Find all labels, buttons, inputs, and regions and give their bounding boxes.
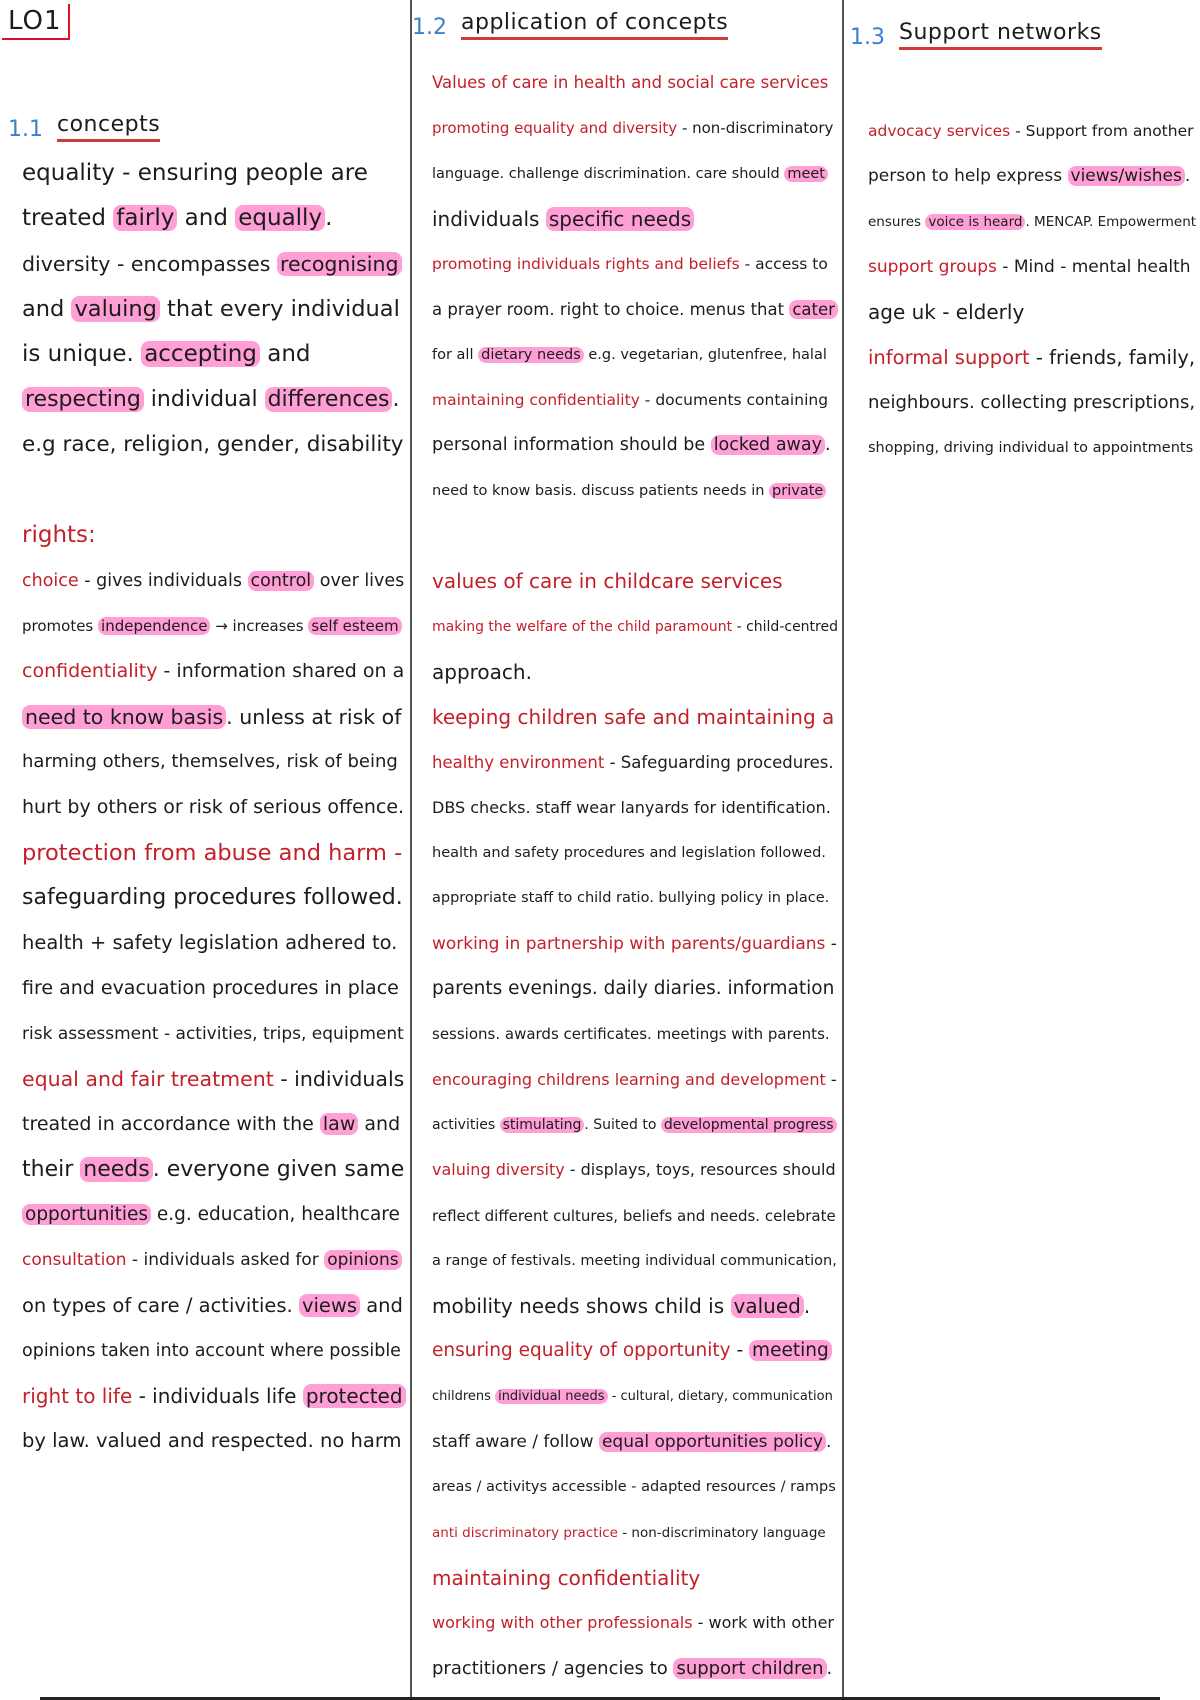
red-heading: values of care in childcare services	[432, 569, 783, 594]
note-text: .	[824, 435, 831, 456]
note-text: .	[826, 1657, 833, 1679]
note-line	[22, 747, 398, 777]
highlighted-term: fairly	[113, 205, 177, 231]
note-text: → increases	[210, 617, 309, 635]
note-text: need to know basis. discuss patients needs in	[432, 482, 770, 499]
section-header	[412, 10, 728, 40]
highlighted-term: needs	[80, 1157, 152, 1182]
note-line	[22, 1426, 402, 1456]
section-title: application of concepts	[461, 10, 728, 40]
note-text: opinions taken into account where possible	[22, 1340, 401, 1361]
note-line	[22, 158, 368, 188]
note-text: language. challenge discrimination. care should	[432, 165, 785, 182]
red-heading: working in partnership with parents/guardians	[432, 933, 826, 954]
highlighted-term: self esteem	[308, 617, 401, 635]
red-heading: consultation	[22, 1250, 127, 1271]
note-text: on types of care / activities.	[22, 1293, 299, 1317]
note-line	[22, 385, 399, 415]
note-line	[22, 1336, 401, 1366]
note-text: hurt by others or risk of serious offence.	[22, 796, 405, 819]
note-line	[432, 1608, 834, 1638]
note-text: - information shared on a	[157, 660, 405, 683]
note-line	[432, 612, 838, 642]
red-heading: equal and fair treatment	[22, 1067, 274, 1091]
note-line	[22, 973, 399, 1003]
note-line	[432, 1427, 831, 1457]
note-line	[432, 1382, 833, 1412]
note-line	[22, 430, 404, 460]
note-line	[22, 1064, 404, 1094]
note-text: e.g. education, healthcare	[151, 1203, 400, 1225]
red-heading: healthy environment	[432, 752, 605, 772]
red-heading: maintaining confidentiality	[432, 391, 640, 410]
highlighted-term: independence	[98, 617, 210, 635]
note-line	[432, 385, 828, 415]
note-text: age uk - elderly	[868, 300, 1025, 325]
note-text: and	[259, 341, 311, 368]
red-heading: keeping children safe and maintaining a	[432, 705, 835, 730]
note-text: equality - ensuring people are	[22, 160, 368, 186]
red-heading: encouraging childrens learning and development	[432, 1069, 826, 1089]
note-text: treated	[22, 205, 114, 232]
note-line	[22, 294, 400, 324]
note-text: childrens	[432, 1388, 496, 1404]
highlighted-term: stimulating	[500, 1117, 585, 1133]
note-line	[432, 1110, 837, 1140]
highlighted-term: opportunities	[22, 1204, 151, 1225]
note-line	[868, 161, 1190, 191]
red-heading: working with other professionals	[432, 1613, 693, 1633]
note-line	[432, 295, 838, 325]
note-line	[432, 113, 833, 143]
note-line	[22, 1381, 406, 1411]
note-line	[432, 1065, 837, 1095]
note-text: - individuals asked for	[126, 1250, 325, 1271]
highlighted-term: meeting	[749, 1340, 832, 1361]
note-line	[22, 339, 311, 369]
note-text: health + safety legislation adhered to.	[22, 931, 398, 955]
note-line	[868, 116, 1194, 146]
note-line	[868, 433, 1193, 463]
note-text: staff aware / follow	[432, 1432, 599, 1452]
note-text: promotes	[22, 617, 99, 635]
highlighted-term: developmental progress	[661, 1117, 837, 1133]
note-line	[432, 204, 694, 234]
red-heading: support groups	[868, 256, 997, 277]
red-heading: maintaining confidentiality	[432, 1565, 701, 1590]
note-line	[868, 388, 1195, 418]
note-text: by law. valued and respected. no harm	[22, 1429, 402, 1453]
note-line	[432, 249, 828, 279]
note-line	[432, 1201, 836, 1231]
note-line	[868, 343, 1195, 373]
highlighted-term: support children	[673, 1658, 826, 1679]
note-text: - individuals	[273, 1067, 405, 1091]
note-line	[432, 1518, 826, 1548]
note-line	[22, 928, 397, 958]
note-line	[22, 1155, 404, 1185]
note-line	[22, 1019, 404, 1049]
highlighted-term: voice is heard	[925, 214, 1025, 230]
note-line	[432, 1336, 832, 1366]
note-line	[432, 1246, 837, 1276]
note-text: - gives individuals	[78, 570, 248, 591]
note-line	[22, 249, 402, 279]
note-text: . unless at risk of	[226, 704, 402, 729]
note-text: mobility needs shows child is	[432, 1294, 731, 1319]
section-number: 1.1	[8, 117, 43, 142]
note-text: areas / activitys accessible - adapted resources / ramps	[432, 1479, 836, 1496]
note-text: - Support from another	[1010, 122, 1194, 140]
highlighted-term: need to know basis	[22, 705, 226, 729]
highlighted-term: protected	[303, 1384, 406, 1408]
highlighted-term: valuing	[71, 296, 159, 322]
application-column	[412, 0, 842, 1700]
note-line	[22, 566, 404, 596]
note-text: - documents containing	[639, 391, 829, 410]
note-line	[432, 974, 834, 1004]
note-line	[22, 656, 404, 686]
note-line	[22, 702, 401, 732]
section-title: concepts	[57, 112, 160, 142]
note-text: that every individual	[159, 295, 400, 322]
highlighted-term: individual needs	[495, 1389, 607, 1404]
note-line	[432, 430, 831, 460]
note-line	[432, 929, 837, 959]
note-text: - child-centred	[732, 618, 838, 635]
note-text: - non-discriminatory	[677, 119, 834, 138]
note-text: individuals	[432, 206, 546, 231]
note-text: DBS checks. staff wear lanyards for identification.	[432, 797, 831, 817]
note-line	[22, 1200, 400, 1230]
note-line	[22, 203, 332, 233]
note-text: .	[325, 205, 333, 232]
note-line	[432, 838, 826, 868]
note-line	[432, 340, 827, 370]
highlighted-term: equally	[235, 205, 325, 231]
note-line	[432, 1472, 836, 1502]
highlighted-term: respecting	[22, 387, 144, 412]
note-line	[432, 159, 828, 189]
note-text: harming others, themselves, risk of being	[22, 750, 398, 772]
red-heading: choice	[22, 570, 79, 591]
red-heading: promoting equality and diversity	[432, 119, 678, 138]
highlighted-term: views	[299, 1294, 360, 1317]
note-text: .	[803, 1294, 811, 1319]
note-text: activities	[432, 1116, 500, 1133]
note-line	[868, 252, 1191, 282]
highlighted-term: dietary needs	[478, 347, 584, 363]
note-line	[22, 1245, 402, 1275]
highlighted-term: views/wishes	[1068, 166, 1185, 186]
note-text: individual	[143, 386, 265, 412]
note-line	[22, 838, 402, 868]
highlighted-term: specific needs	[546, 207, 694, 231]
note-line	[432, 566, 783, 596]
red-heading: confidentiality	[22, 660, 158, 683]
red-heading: rights:	[22, 522, 96, 549]
note-text: - Mind - mental health	[996, 256, 1191, 277]
note-text: for all	[432, 346, 479, 363]
note-text: neighbours. collecting prescriptions,	[868, 391, 1196, 413]
note-text: is unique.	[22, 341, 142, 368]
highlighted-term: control	[248, 571, 315, 591]
highlighted-term: accepting	[141, 341, 260, 367]
section-title: Support networks	[899, 20, 1102, 50]
section-header	[8, 112, 160, 142]
note-text: e.g. vegetarian, glutenfree, halal	[583, 346, 827, 363]
note-text: fire and evacuation procedures in place	[22, 977, 399, 1000]
note-line	[22, 792, 404, 822]
note-text: reflect different cultures, beliefs and needs. celebrate	[432, 1206, 836, 1225]
note-text: -	[825, 1069, 837, 1089]
note-text: -	[730, 1340, 750, 1362]
note-line	[22, 1291, 403, 1321]
lo-label: LO1	[2, 4, 70, 40]
concepts-column	[0, 0, 410, 1700]
note-text: .	[1184, 166, 1191, 187]
note-text: health and safety procedures and legislation followed.	[432, 845, 826, 862]
note-text: diversity - encompasses	[22, 251, 277, 276]
note-text: a prayer room. right to choice. menus that	[432, 299, 790, 319]
note-text: over lives	[314, 570, 405, 591]
note-text: - cultural, dietary, communication	[607, 1388, 833, 1404]
note-line	[432, 1019, 830, 1049]
note-text: safeguarding procedures followed.	[22, 884, 403, 910]
note-line	[432, 702, 834, 732]
note-line	[432, 748, 834, 778]
note-text: - non-discriminatory language	[617, 1524, 826, 1541]
note-line	[868, 297, 1024, 327]
note-line	[432, 657, 532, 687]
red-heading: ensuring equality of opportunity	[432, 1340, 731, 1362]
note-text: and	[360, 1293, 403, 1317]
note-text: personal information should be	[432, 435, 711, 456]
red-heading: protection from abuse and harm -	[22, 839, 403, 866]
note-text: person to help express	[868, 166, 1068, 187]
note-text: .	[826, 1432, 832, 1452]
highlighted-term: cater	[789, 300, 838, 319]
highlighted-term: private	[769, 483, 826, 499]
support-networks-column	[844, 0, 1200, 1700]
note-text: shopping, driving individual to appointments	[868, 440, 1194, 457]
note-line	[432, 68, 828, 98]
highlighted-term: recognising	[277, 252, 402, 276]
red-heading: valuing diversity	[432, 1160, 565, 1180]
note-text: parents evenings. daily diaries. information	[432, 978, 835, 999]
highlighted-term: law	[320, 1113, 358, 1135]
highlighted-term: equal opportunities policy	[599, 1432, 826, 1452]
highlighted-term: opinions	[324, 1250, 401, 1270]
note-text: and	[22, 295, 72, 322]
note-text: - access to	[739, 255, 828, 274]
note-line	[22, 611, 402, 641]
red-heading: anti discriminatory practice	[432, 1524, 618, 1541]
note-text: .	[392, 386, 400, 412]
note-text: their	[22, 1156, 81, 1182]
note-line	[432, 1155, 836, 1185]
note-text: and	[177, 205, 236, 232]
highlighted-term: differences	[265, 387, 393, 412]
note-text: a range of festivals. meeting individual communication,	[432, 1252, 837, 1269]
red-heading: promoting individuals rights and beliefs	[432, 255, 740, 274]
note-text: -	[825, 933, 837, 954]
note-text: . MENCAP. Empowerment	[1025, 213, 1197, 230]
highlighted-term: meet	[784, 166, 828, 182]
highlighted-term: locked away	[711, 435, 825, 455]
note-text: risk assessment - activities, trips, equipment	[22, 1023, 404, 1044]
note-line	[22, 1109, 400, 1139]
note-line	[22, 520, 96, 550]
note-text: . Suited to	[584, 1116, 661, 1133]
red-heading: making the welfare of the child paramount	[432, 618, 733, 635]
note-text: sessions. awards certificates. meetings with parents.	[432, 1025, 830, 1044]
section-number: 1.3	[850, 25, 885, 50]
note-text: - individuals life	[132, 1384, 303, 1409]
note-text: - Safeguarding procedures.	[604, 752, 834, 772]
section-header	[850, 20, 1102, 50]
note-line	[868, 207, 1196, 237]
note-line	[432, 1654, 832, 1684]
note-line	[432, 1563, 700, 1593]
note-text: approach.	[432, 659, 532, 684]
note-line	[432, 883, 829, 913]
note-text: and	[358, 1113, 401, 1136]
note-text: - displays, toys, resources should	[564, 1160, 836, 1180]
note-text: practitioners / agencies to	[432, 1657, 674, 1679]
note-line	[22, 883, 403, 913]
red-heading: Values of care in health and social care services	[432, 73, 829, 92]
note-text: - work with other	[692, 1613, 834, 1633]
red-heading: right to life	[22, 1384, 133, 1409]
note-text: appropriate staff to child ratio. bullying policy in place.	[432, 890, 830, 907]
note-line	[432, 793, 831, 823]
note-line	[432, 1291, 810, 1321]
note-text: treated in accordance with the	[22, 1113, 320, 1136]
red-heading: advocacy services	[868, 122, 1011, 140]
note-text: ensures	[868, 213, 926, 230]
note-text: e.g race, religion, gender, disability	[22, 431, 404, 457]
highlighted-term: valued	[731, 1294, 804, 1318]
red-heading: informal support	[868, 345, 1030, 369]
note-text: - friends, family,	[1029, 345, 1196, 369]
note-line	[432, 476, 826, 506]
section-number: 1.2	[412, 15, 447, 40]
note-text: . everyone given same	[152, 1156, 405, 1182]
